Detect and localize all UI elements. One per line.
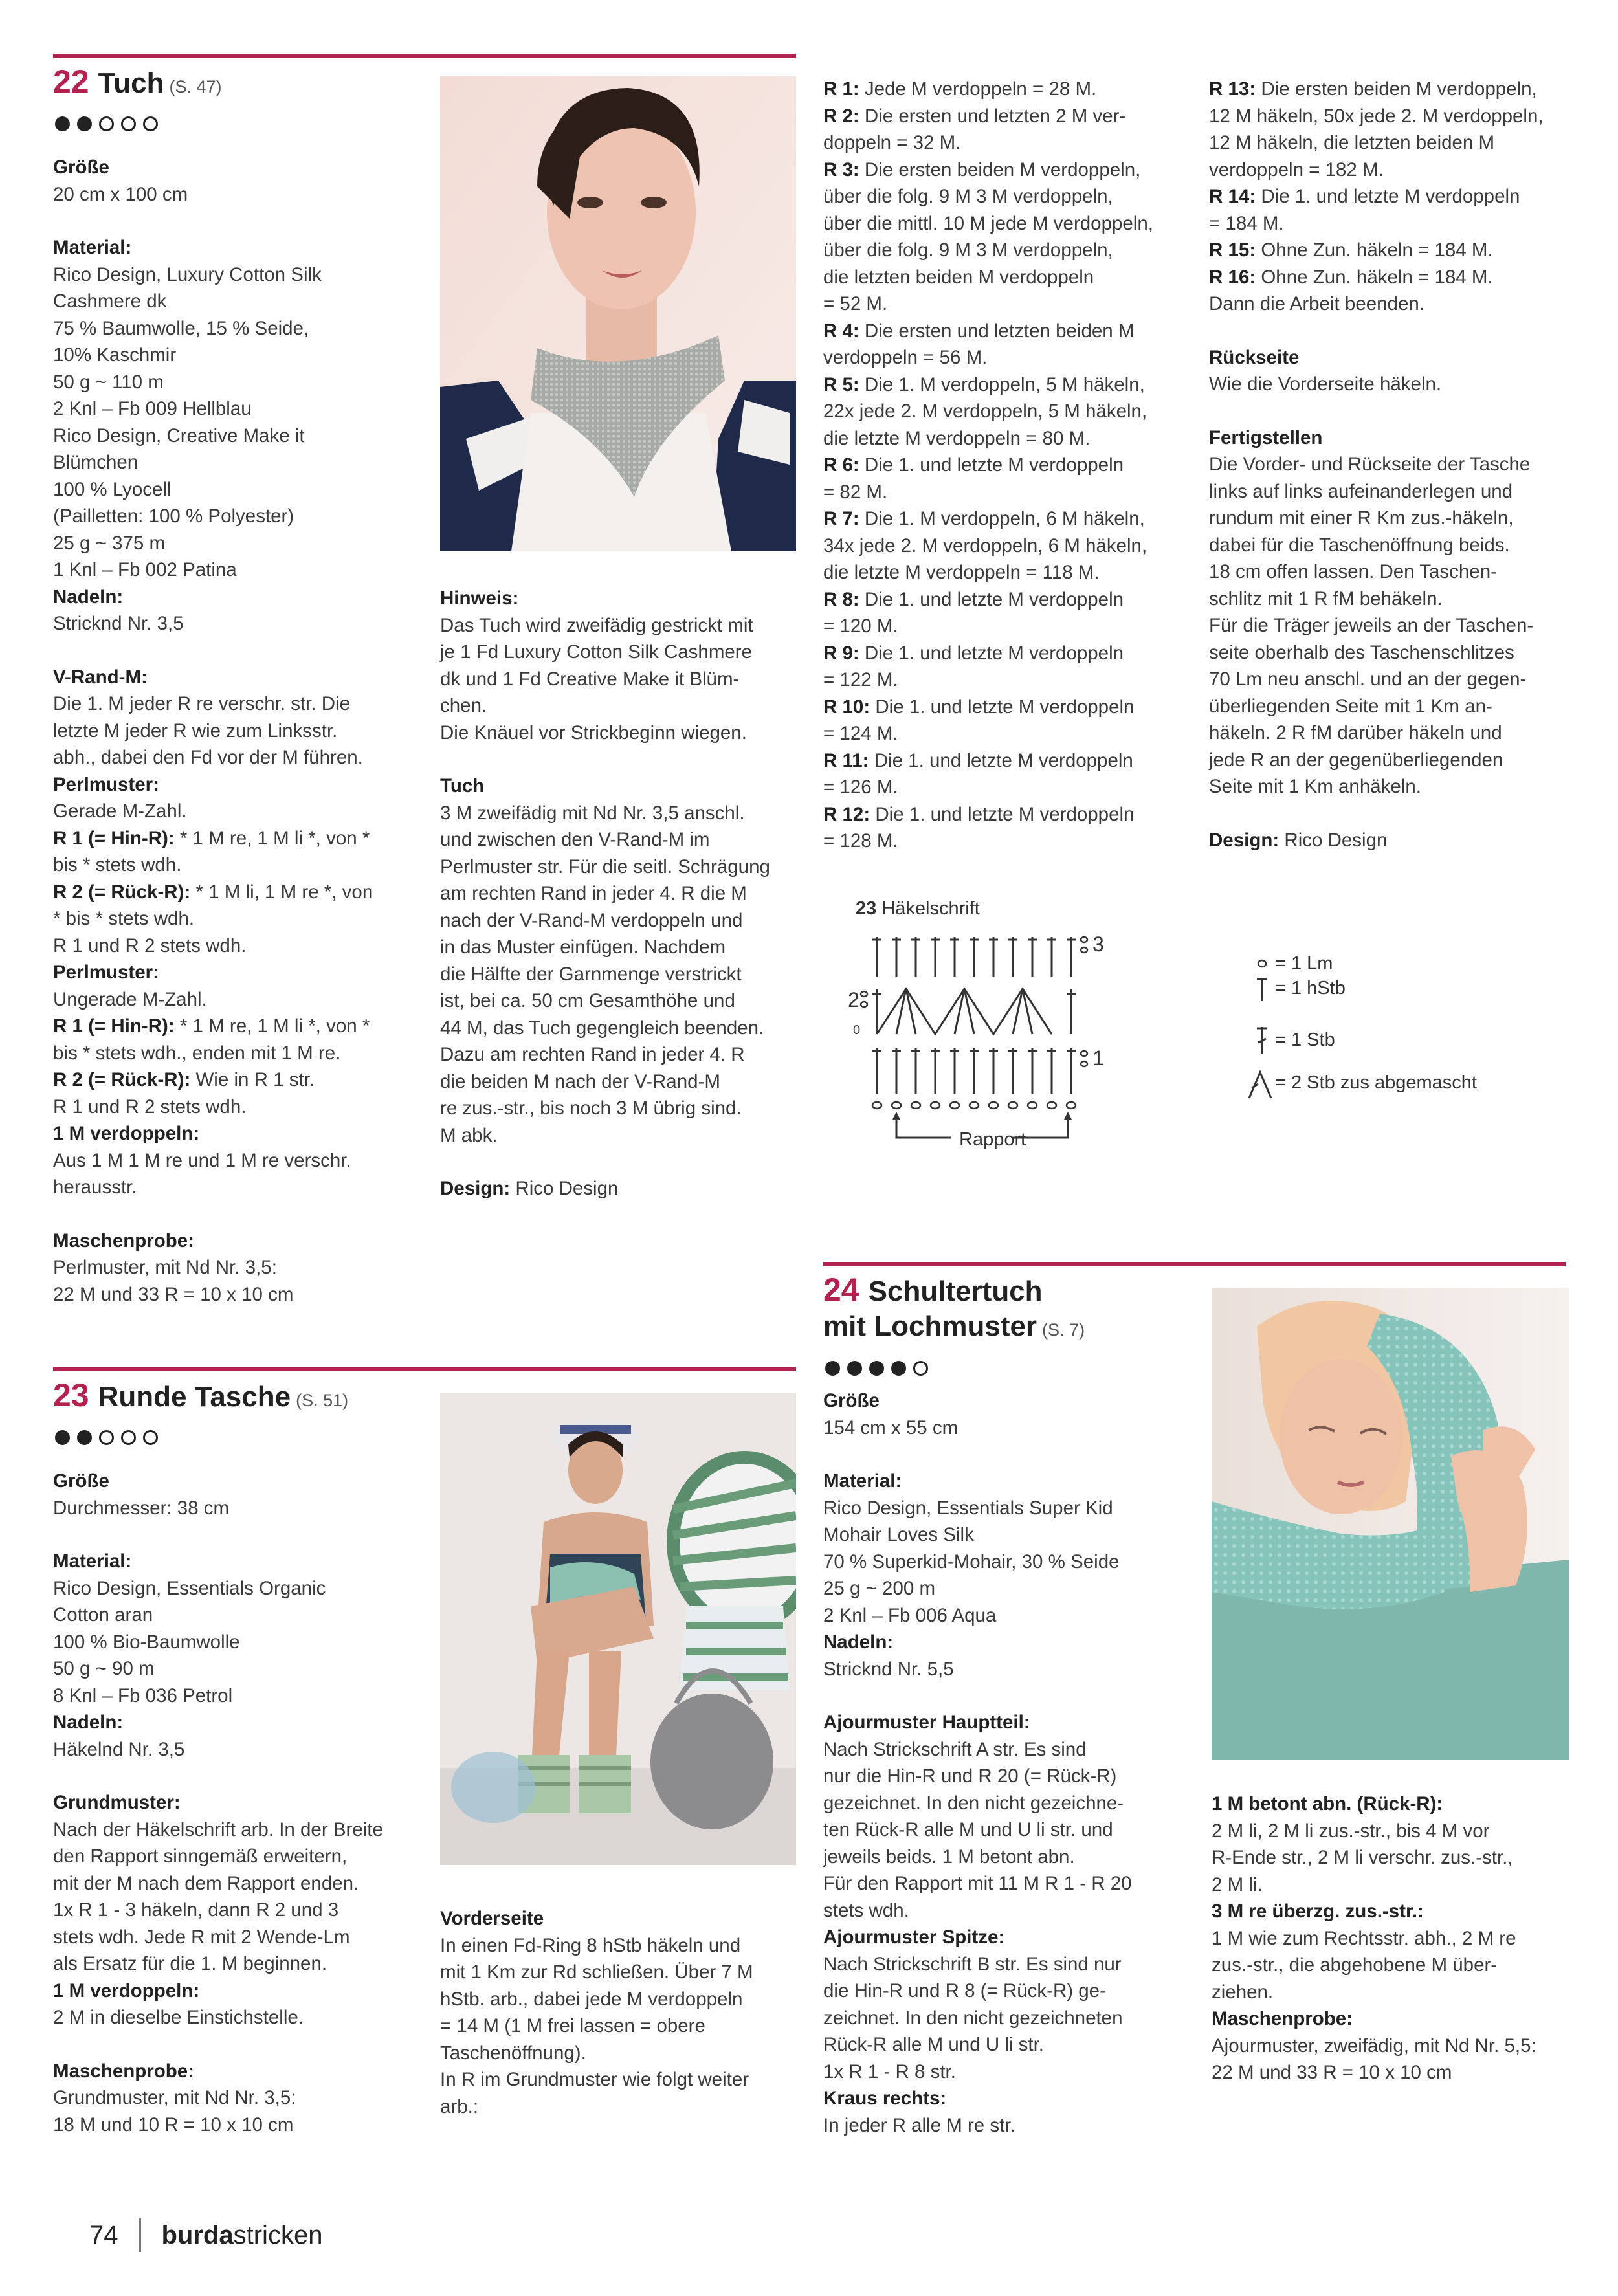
decrease-line: R-Ende str., 2 M li verschr. zus.-str., [1212, 1847, 1513, 1868]
front-line: In einen Fd-Ring 8 hStb häkeln und [440, 1934, 741, 1956]
back-line: Wie die Vorderseite häkeln. [1209, 373, 1442, 395]
size-heading: Größe [53, 157, 109, 178]
magazine-brand: burdastricken [161, 2220, 323, 2249]
row-instruction: = 128 M. [823, 830, 898, 852]
garter-heading: Kraus rechts: [823, 2088, 947, 2109]
decrease-line: 2 M li, 2 M li zus.-str., bis 4 M vor [1212, 1820, 1490, 1842]
section-title-continued: mit Lochmuster [823, 1310, 1037, 1342]
material-line: 70 % Superkid-Mohair, 30 % Seide [823, 1551, 1120, 1573]
crochet-chart-diagram [848, 924, 1184, 1164]
lace-main-line: Nach Strickschrift A str. Es sind [823, 1738, 1087, 1760]
finishing-heading: Fertigstellen [1209, 426, 1323, 448]
finishing-line: jede R an der gegenüberliegenden [1209, 749, 1503, 771]
lace-edge-line: die Hin-R und R 8 (= Rück-R) ge- [823, 1980, 1106, 2002]
legend-item: = 1 Stb [1249, 1030, 1586, 1072]
perlmuster-heading: Perlmuster: [53, 773, 159, 795]
section-number: 22 [53, 63, 89, 100]
lace-main-heading: Ajourmuster Hauptteil: [823, 1712, 1030, 1733]
verdoppeln-line: Aus 1 M 1 M re und 1 M re verschr. [53, 1149, 351, 1171]
perlmuster-row: R 1 (= Hin-R): * 1 M re, 1 M li *, von * [53, 1015, 370, 1037]
front-line: mit 1 Km zur Rd schließen. Über 7 M [440, 1961, 753, 1983]
finishing-line: überliegenden Seite mit 1 Km an- [1209, 695, 1492, 717]
material-line: 8 Knl – Fb 036 Petrol [53, 1684, 233, 1706]
finishing-line: 70 Lm neu anschl. und an der gegen- [1209, 668, 1527, 690]
difficulty-dot-filled [847, 1361, 862, 1376]
chart-legend [1249, 953, 1586, 1111]
perlmuster-row: * bis * stets wdh. [53, 908, 195, 929]
hint-line: Die Knäuel vor Strickbeginn wiegen. [440, 722, 747, 744]
section-24-heading [823, 1273, 1043, 1308]
pattern-heading: Grundmuster: [53, 1792, 181, 1813]
needles-value: Häkelnd Nr. 3,5 [53, 1738, 185, 1760]
perlmuster-row: R 2 (= Rück-R): Wie in R 1 str. [53, 1069, 315, 1090]
difficulty-dot-empty [99, 1430, 114, 1445]
difficulty-dot-empty [121, 116, 136, 131]
tuch-line: in das Muster einfügen. Nachdem [440, 936, 726, 958]
tuch-heading: Tuch [440, 775, 485, 797]
material-line: Rico Design, Essentials Organic [53, 1577, 326, 1599]
tuch-line: re zus.-str., bis noch 3 M übrig sind. [440, 1098, 742, 1119]
row-instruction: = 82 M. [823, 481, 888, 503]
double-crochet-icon [1249, 1024, 1275, 1057]
row-instruction: R 5: Die 1. M verdoppeln, 5 M häkeln, [823, 373, 1145, 395]
difficulty-rating [55, 1430, 158, 1445]
lace-edge-line: Nach Strickschrift B str. Es sind nur [823, 1953, 1122, 1975]
difficulty-dot-filled [77, 116, 92, 131]
difficulty-dot-empty [121, 1430, 136, 1445]
section-23-heading [53, 1378, 348, 1417]
page-reference: (S. 47) [169, 77, 222, 96]
verdoppeln-heading: 1 M verdoppeln: [53, 1980, 200, 2002]
row-instruction: R 14: Die 1. und letzte M verdoppeln [1209, 186, 1520, 207]
section-22-rule [53, 54, 796, 58]
page-reference: (S. 7) [1042, 1320, 1085, 1340]
row-instruction: R 8: Die 1. und letzte M verdoppeln [823, 588, 1124, 610]
section-24-column-2 [1212, 1791, 1587, 2086]
lace-main-line: gezeichnet. In den nicht gezeichne- [823, 1792, 1124, 1814]
lace-main-line: Für den Rapport mit 11 M R 1 - R 20 [823, 1873, 1132, 1894]
material-line: Mohair Loves Silk [823, 1524, 974, 1545]
tuch-line: Dazu am rechten Rand in jeder 4. R [440, 1044, 745, 1065]
material-line: (Pailletten: 100 % Polyester) [53, 505, 294, 527]
material-line: Rico Design, Luxury Cotton Silk [53, 263, 322, 285]
section-number: 24 [823, 1272, 859, 1308]
pattern-line: den Rapport sinngemäß erweitern, [53, 1846, 348, 1867]
bag-model-photo [440, 1393, 796, 1865]
row-instruction: R 16: Ohne Zun. häkeln = 184 M. [1209, 266, 1493, 288]
material-line: Rico Design, Essentials Super Kid [823, 1497, 1113, 1519]
gauge-line: 22 M und 33 R = 10 x 10 cm [1212, 2062, 1452, 2083]
lace-edge-line: Rück-R alle M und U li str. [823, 2034, 1044, 2055]
difficulty-dot-empty [143, 116, 158, 131]
front-line: hStb. arb., dabei jede M verdoppeln [440, 1988, 743, 2010]
difficulty-rating [825, 1361, 928, 1376]
needles-heading: Nadeln: [53, 1712, 124, 1733]
hint-line: chen. [440, 695, 487, 716]
row-label-0: 0 [853, 1023, 861, 1037]
vrand-heading: V-Rand-M: [53, 666, 148, 688]
row-instruction: = 184 M. [1209, 212, 1284, 234]
row-instruction: = 120 M. [823, 615, 898, 637]
garter-line: In jeder R alle M re str. [823, 2114, 1015, 2136]
hint-heading: Hinweis: [440, 588, 519, 609]
row-instruction: über die folg. 9 M 3 M verdoppeln, [823, 186, 1113, 207]
lace-main-line: stets wdh. [823, 1899, 909, 1921]
vrand-line: abh., dabei den Fd vor der M führen. [53, 747, 363, 768]
material-line: Cashmere dk [53, 291, 167, 312]
row-label-2: 2 [848, 988, 859, 1011]
section-title: Schultertuch [868, 1275, 1043, 1307]
tuch-line: und zwischen den V-Rand-M im [440, 829, 710, 850]
pattern-line: als Ersatz für die 1. M beginnen. [53, 1953, 327, 1974]
needles-heading: Nadeln: [53, 586, 124, 608]
finishing-line: dabei für die Taschenöffnung beids. [1209, 534, 1510, 556]
crochet-chart-title: 23 Häkelschrift [856, 898, 980, 919]
lace-edge-line: zeichnet. In den nicht gezeichneten [823, 2007, 1123, 2029]
material-line: 2 Knl – Fb 009 Hellblau [53, 398, 252, 419]
perlmuster-row: bis * stets wdh. [53, 854, 182, 876]
tuch-line: die beiden M nach der V-Rand-M [440, 1070, 720, 1092]
row-instruction: R 12: Die 1. und letzte M verdoppeln [823, 803, 1135, 825]
section-24-rule [823, 1262, 1566, 1266]
finishing-line: links auf links aufeinanderlegen und [1209, 480, 1513, 502]
section-title: Tuch [98, 67, 164, 99]
material-heading: Material: [53, 237, 132, 258]
row-instruction: über die folg. 9 M 3 M verdoppeln, [823, 239, 1113, 261]
material-line: 100 % Lyocell [53, 478, 172, 500]
difficulty-dot-filled [77, 1430, 92, 1445]
page-reference: (S. 51) [296, 1391, 349, 1410]
section-title: Runde Tasche [98, 1381, 291, 1413]
pattern-line: stets wdh. Jede R mit 2 Wende-Lm [53, 1926, 350, 1948]
size-value: 154 cm x 55 cm [823, 1417, 959, 1439]
crochet-chart [848, 898, 1586, 1170]
section-23-rows-column-2 [1209, 76, 1584, 854]
needles-value: Stricknd Nr. 5,5 [823, 1658, 954, 1680]
hint-line: dk und 1 Fd Creative Make it Blüm- [440, 668, 740, 690]
back-heading: Rückseite [1209, 346, 1300, 368]
page-footer [89, 2218, 322, 2252]
perlmuster-sub: Ungerade M-Zahl. [53, 988, 207, 1010]
perlmuster-row: bis * stets wdh., enden mit 1 M re. [53, 1042, 341, 1064]
material-line: 25 g ~ 375 m [53, 532, 166, 554]
legend-item: = 1 hStb [1249, 987, 1586, 1030]
material-line: 1 Knl – Fb 002 Patina [53, 559, 237, 580]
section-23-rule [53, 1367, 796, 1371]
gauge-line: 22 M und 33 R = 10 x 10 cm [53, 1283, 294, 1305]
difficulty-dot-filled [55, 116, 70, 131]
row-instruction: = 52 M. [823, 293, 888, 315]
design-credit: Design: Rico Design [440, 1178, 619, 1199]
row-instruction: 34x jede 2. M verdoppeln, 6 M häkeln, [823, 535, 1147, 557]
material-line: 50 g ~ 110 m [53, 371, 164, 393]
perlmuster-sub: Gerade M-Zahl. [53, 800, 187, 822]
row-instruction: R 11: Die 1. und letzte M verdoppeln [823, 749, 1133, 771]
vrand-line: letzte M jeder R wie zum Linksstr. [53, 720, 338, 742]
section-24-column-1 [823, 1387, 1192, 2139]
tuch-line: Perlmuster str. Für die seitl. Schrägung [440, 855, 770, 878]
row-instruction: über die mittl. 10 M jede M verdoppeln, [823, 212, 1153, 234]
needles-value: Stricknd Nr. 3,5 [53, 613, 184, 634]
verdoppeln-line: 2 M in dieselbe Einstichstelle. [53, 2007, 304, 2028]
lace-main-line: nur die Hin-R und R 20 (= Rück-R) [823, 1765, 1117, 1787]
gauge-line: Perlmuster, mit Nd Nr. 3,5: [53, 1257, 277, 1278]
finishing-line: Die Vorder- und Rückseite der Tasche [1209, 454, 1531, 475]
row-instruction: verdoppeln = 56 M. [823, 347, 988, 368]
section-22-column-1 [53, 154, 416, 1308]
material-line: 2 Knl – Fb 006 Aqua [823, 1604, 997, 1626]
row-label-3: 3 [1092, 933, 1104, 956]
front-line: arb.: [440, 2095, 479, 2117]
row-instruction: die letzten beiden M verdoppeln [823, 266, 1094, 288]
material-line: Blümchen [53, 452, 139, 473]
k3tog-heading: 3 M re überzg. zus.-str.: [1212, 1901, 1424, 1922]
finishing-line: häkeln. 2 R fM darüber häkeln und [1209, 722, 1502, 744]
verdoppeln-line: herausstr. [53, 1176, 137, 1198]
gauge-line: 18 M und 10 R = 10 x 10 cm [53, 2114, 294, 2136]
row-instruction: R 9: Die 1. und letzte M verdoppeln [823, 642, 1124, 664]
row-instruction: R 4: Die ersten und letzten beiden M [823, 320, 1135, 342]
tuch-line: nach der V-Rand-M verdoppeln und [440, 909, 743, 931]
perlmuster-row: R 1 und R 2 stets wdh. [53, 934, 247, 956]
front-heading: Vorderseite [440, 1908, 544, 1929]
design-credit: Design: Rico Design [1209, 829, 1388, 851]
front-line: = 14 M (1 M frei lassen = obere [440, 2015, 705, 2037]
size-heading: Größe [823, 1390, 880, 1411]
k3tog-line: 1 M wie zum Rechtsstr. abh., 2 M re [1212, 1927, 1516, 1949]
material-line: Rico Design, Creative Make it [53, 425, 305, 447]
scarf-model-photo [440, 76, 796, 551]
row-instruction: = 122 M. [823, 669, 898, 690]
dc2tog-icon [1244, 1068, 1276, 1101]
legend-item: = 1 Lm [1249, 953, 1586, 987]
vrand-line: Die 1. M jeder R re verschr. str. Die [53, 693, 351, 714]
tuch-line: 3 M zweifädig mit Nd Nr. 3,5 anschl. [440, 802, 745, 824]
row-label-1: 1 [1092, 1046, 1104, 1070]
section-22-column-2 [440, 585, 803, 1202]
finishing-line: seite oberhalb des Taschenschlitzes [1209, 641, 1514, 663]
row-instruction: R 15: Ohne Zun. häkeln = 184 M. [1209, 239, 1493, 261]
decrease-heading: 1 M betont abn. (Rück-R): [1212, 1793, 1443, 1815]
finishing-line: schlitz mit 1 R fM behäkeln. [1209, 588, 1443, 610]
hint-line: je 1 Fd Luxury Cotton Silk Cashmere [440, 641, 753, 663]
front-line: In R im Grundmuster wie folgt weiter [440, 2069, 749, 2090]
material-line: Cotton aran [53, 1604, 153, 1626]
row-instruction: R 10: Die 1. und letzte M verdoppeln [823, 696, 1135, 718]
row-instruction: 12 M häkeln, 50x jede 2. M verdoppeln, [1209, 105, 1544, 127]
difficulty-dot-filled [891, 1361, 906, 1376]
finishing-line: Für die Träger jeweils an der Taschen- [1209, 615, 1534, 636]
material-line: 100 % Bio-Baumwolle [53, 1631, 240, 1653]
gauge-line: Ajourmuster, zweifädig, mit Nd Nr. 5,5: [1212, 2035, 1536, 2057]
difficulty-dot-filled [825, 1361, 840, 1376]
section-23-rows-column [823, 76, 1192, 855]
tuch-line: 44 M, das Tuch gegengleich beenden. [440, 1017, 764, 1039]
difficulty-rating [55, 116, 158, 131]
difficulty-dot-empty [99, 116, 114, 131]
row-instruction: = 126 M. [823, 777, 898, 798]
k3tog-line: zus.-str., die abgehobene M über- [1212, 1954, 1498, 1976]
perlmuster-row: R 1 (= Hin-R): * 1 M re, 1 M li *, von * [53, 827, 370, 849]
front-line: Taschenöffnung). [440, 2042, 586, 2064]
page-number: 74 [89, 2220, 118, 2249]
material-line: 75 % Baumwolle, 15 % Seide, [53, 317, 309, 339]
k3tog-line: ziehen. [1212, 1981, 1274, 2003]
lace-edge-heading: Ajourmuster Spitze: [823, 1926, 1005, 1948]
tuch-line: M abk. [440, 1124, 498, 1146]
row-instruction: 22x jede 2. M verdoppeln, 5 M häkeln, [823, 401, 1147, 422]
pattern-line: 1x R 1 - 3 häkeln, dann R 2 und 3 [53, 1899, 339, 1921]
material-line: 10% Kaschmir [53, 344, 177, 366]
row-instruction: R 2: Die ersten und letzten 2 M ver- [823, 105, 1126, 127]
gauge-heading: Maschenprobe: [1212, 2008, 1353, 2029]
finishing-line: rundum mit einer R Km zus.-häkeln, [1209, 507, 1514, 529]
row-instruction: die letzte M verdoppeln = 80 M. [823, 427, 1091, 449]
material-line: 50 g ~ 90 m [53, 1658, 155, 1679]
row-instruction: R 7: Die 1. M verdoppeln, 6 M häkeln, [823, 508, 1145, 529]
perlmuster-row: R 1 und R 2 stets wdh. [53, 1096, 247, 1118]
decrease-line: 2 M li. [1212, 1873, 1263, 1895]
tuch-line: die Hälfte der Garnmenge verstrickt [440, 963, 742, 985]
row-instruction: R 13: Die ersten beiden M verdoppeln, [1209, 78, 1537, 100]
section-23-column-2 [440, 1905, 803, 2120]
tuch-line: am rechten Rand in jeder 4. R die M [440, 883, 747, 904]
row-instruction: R 1: Jede M verdoppeln = 28 M. [823, 78, 1097, 100]
section-23-column-1 [53, 1468, 416, 2138]
footer-divider [139, 2218, 141, 2252]
material-heading: Material: [823, 1470, 902, 1492]
row-instruction: verdoppeln = 182 M. [1209, 159, 1384, 181]
row-instruction: doppeln = 32 M. [823, 132, 961, 153]
finishing-line: Seite mit 1 Km anhäkeln. [1209, 776, 1421, 797]
perlmuster-row: R 2 (= Rück-R): * 1 M li, 1 M re *, von [53, 881, 373, 903]
verdoppeln-heading: 1 M verdoppeln: [53, 1123, 200, 1144]
row-instruction: R 6: Die 1. und letzte M verdoppeln [823, 454, 1124, 476]
half-double-crochet-icon [1249, 973, 1275, 1005]
material-line: 25 g ~ 200 m [823, 1578, 936, 1599]
size-heading: Größe [53, 1470, 109, 1492]
size-value: 20 cm x 100 cm [53, 183, 188, 205]
difficulty-dot-filled [55, 1430, 70, 1445]
finishing-line: 18 cm offen lassen. Den Taschen- [1209, 561, 1497, 582]
size-value: Durchmesser: 38 cm [53, 1497, 230, 1519]
shawl-model-photo [1212, 1288, 1569, 1760]
lace-main-line: ten Rück-R alle M und U li str. und [823, 1819, 1113, 1840]
material-heading: Material: [53, 1551, 132, 1572]
gauge-heading: Maschenprobe: [53, 2060, 195, 2082]
rapport-label: Rapport [959, 1129, 1026, 1150]
section-number: 23 [53, 1377, 89, 1413]
difficulty-dot-empty [913, 1361, 928, 1376]
gauge-line: Grundmuster, mit Nd Nr. 3,5: [53, 2087, 296, 2108]
section-22-heading [53, 65, 222, 104]
difficulty-dot-empty [143, 1430, 158, 1445]
row-instruction: 12 M häkeln, die letzten beiden M [1209, 132, 1495, 153]
row-instruction: R 3: Die ersten beiden M verdoppeln, [823, 159, 1141, 181]
row-instruction: = 124 M. [823, 723, 898, 744]
pattern-line: mit der M nach dem Rapport enden. [53, 1872, 359, 1894]
lace-main-line: jeweils beids. 1 M betont abn. [823, 1846, 1075, 1868]
row-instruction: Dann die Arbeit beenden. [1209, 293, 1424, 315]
tuch-line: ist, bei ca. 50 cm Gesamthöhe und [440, 990, 735, 1011]
pattern-line: Nach der Häkelschrift arb. In der Breite [53, 1818, 383, 1840]
lace-edge-line: 1x R 1 - R 8 str. [823, 2060, 956, 2082]
section-24-heading-line2 [823, 1310, 1085, 1347]
difficulty-dot-filled [869, 1361, 884, 1376]
perlmuster-heading: Perlmuster: [53, 962, 159, 983]
hint-line: Das Tuch wird zweifädig gestrickt mit [440, 614, 753, 636]
needles-heading: Nadeln: [823, 1631, 894, 1653]
gauge-heading: Maschenprobe: [53, 1230, 195, 1252]
row-instruction: die letzte M verdoppeln = 118 M. [823, 562, 1100, 583]
legend-item: = 2 Stb zus abgemascht [1249, 1072, 1586, 1111]
